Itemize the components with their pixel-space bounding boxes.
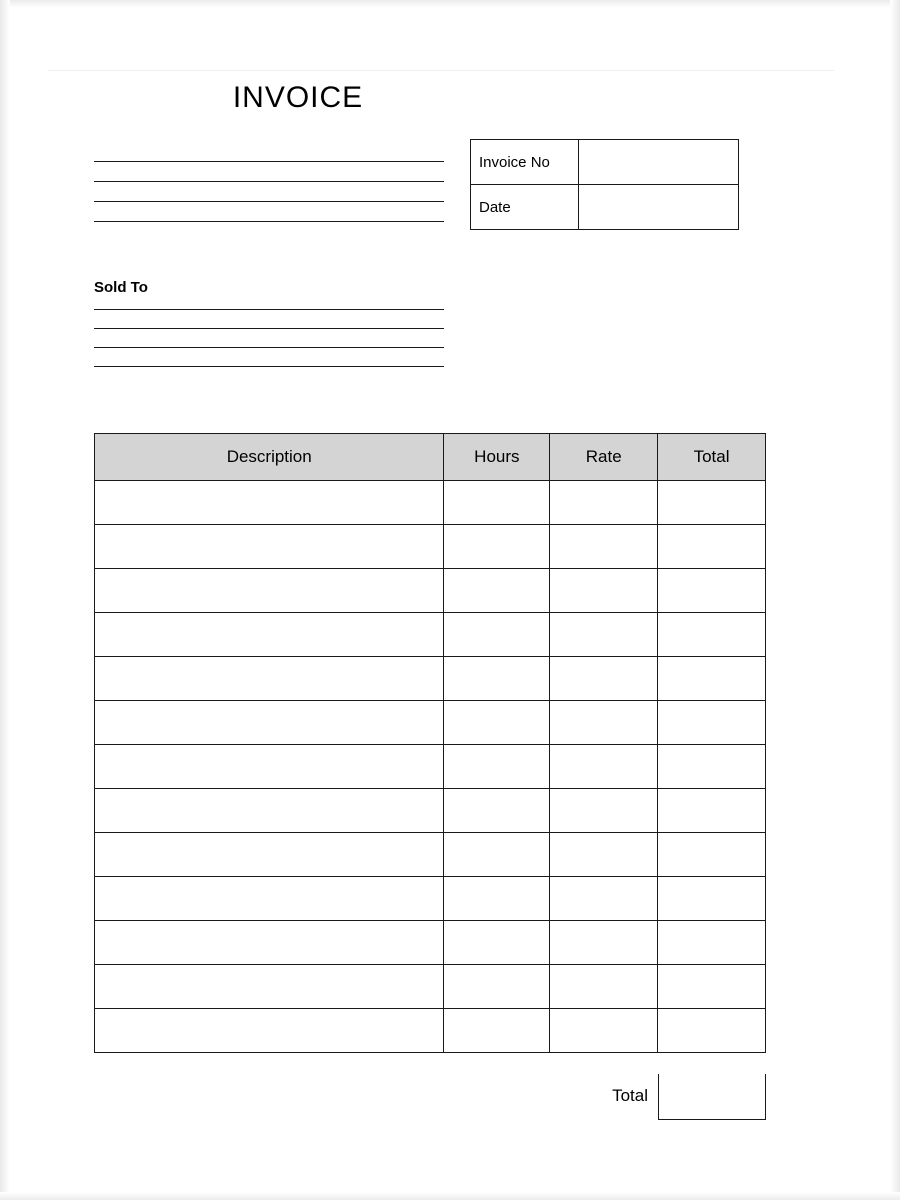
cell-description[interactable] bbox=[95, 569, 444, 613]
cell-rate[interactable] bbox=[550, 481, 658, 525]
invoice-no-field[interactable] bbox=[579, 140, 739, 185]
table-row bbox=[471, 140, 739, 185]
cell-rate[interactable] bbox=[550, 1009, 658, 1053]
invoice-no-label: Invoice No bbox=[471, 140, 579, 185]
table-row bbox=[95, 1009, 766, 1053]
cell-total[interactable] bbox=[658, 833, 766, 877]
table-row bbox=[471, 185, 739, 230]
date-label: Date bbox=[471, 185, 579, 230]
column-header-total: Total bbox=[658, 434, 766, 481]
sold-to-address-line-1[interactable] bbox=[94, 309, 444, 310]
page-edge-shadow-top bbox=[0, 0, 900, 8]
cell-description[interactable] bbox=[95, 657, 444, 701]
cell-hours[interactable] bbox=[444, 877, 550, 921]
grand-total-label: Total bbox=[612, 1086, 648, 1105]
grand-total-row bbox=[94, 1074, 766, 1120]
sold-to-address-line-3[interactable] bbox=[94, 347, 444, 348]
page-edge-shadow-left bbox=[0, 0, 10, 1200]
cell-description[interactable] bbox=[95, 745, 444, 789]
cell-total[interactable] bbox=[658, 657, 766, 701]
cell-description[interactable] bbox=[95, 921, 444, 965]
page-edge-shadow-bottom bbox=[0, 1192, 900, 1200]
cell-hours[interactable] bbox=[444, 701, 550, 745]
cell-description[interactable] bbox=[95, 965, 444, 1009]
cell-description[interactable] bbox=[95, 701, 444, 745]
cell-rate[interactable] bbox=[550, 569, 658, 613]
invoice-meta-table bbox=[470, 139, 739, 230]
cell-total[interactable] bbox=[658, 1009, 766, 1053]
cell-total[interactable] bbox=[658, 481, 766, 525]
table-row bbox=[95, 877, 766, 921]
page-title: INVOICE bbox=[232, 81, 364, 114]
cell-hours[interactable] bbox=[444, 525, 550, 569]
cell-rate[interactable] bbox=[550, 745, 658, 789]
table-row bbox=[95, 657, 766, 701]
cell-description[interactable] bbox=[95, 833, 444, 877]
sender-address-lines bbox=[94, 161, 444, 222]
cell-description[interactable] bbox=[95, 789, 444, 833]
cell-hours[interactable] bbox=[444, 921, 550, 965]
cell-total[interactable] bbox=[658, 701, 766, 745]
cell-total[interactable] bbox=[658, 921, 766, 965]
cell-hours[interactable] bbox=[444, 657, 550, 701]
table-row bbox=[95, 701, 766, 745]
cell-description[interactable] bbox=[95, 481, 444, 525]
cell-description[interactable] bbox=[95, 1009, 444, 1053]
cell-rate[interactable] bbox=[550, 657, 658, 701]
table-row bbox=[95, 921, 766, 965]
table-row bbox=[95, 569, 766, 613]
page-edge-shadow-right bbox=[890, 0, 900, 1200]
sender-address-line-3[interactable] bbox=[94, 201, 444, 202]
cell-description[interactable] bbox=[95, 613, 444, 657]
cell-rate[interactable] bbox=[550, 877, 658, 921]
table-header-row bbox=[95, 434, 766, 481]
table-row bbox=[95, 789, 766, 833]
cell-rate[interactable] bbox=[550, 965, 658, 1009]
cell-total[interactable] bbox=[658, 525, 766, 569]
cell-hours[interactable] bbox=[444, 833, 550, 877]
cell-description[interactable] bbox=[95, 877, 444, 921]
cell-rate[interactable] bbox=[550, 525, 658, 569]
cell-rate[interactable] bbox=[550, 701, 658, 745]
line-items-table bbox=[94, 433, 766, 1053]
sender-address-line-2[interactable] bbox=[94, 181, 444, 182]
cell-hours[interactable] bbox=[444, 745, 550, 789]
cell-total[interactable] bbox=[658, 877, 766, 921]
sold-to-address-lines bbox=[94, 309, 444, 385]
cell-hours[interactable] bbox=[444, 613, 550, 657]
table-row bbox=[95, 613, 766, 657]
cell-rate[interactable] bbox=[550, 833, 658, 877]
cell-hours[interactable] bbox=[444, 569, 550, 613]
table-row bbox=[95, 481, 766, 525]
cell-rate[interactable] bbox=[550, 921, 658, 965]
cell-total[interactable] bbox=[658, 613, 766, 657]
sold-to-address-line-4[interactable] bbox=[94, 366, 444, 367]
cell-rate[interactable] bbox=[550, 789, 658, 833]
cell-hours[interactable] bbox=[444, 481, 550, 525]
table-row bbox=[95, 525, 766, 569]
column-header-description: Description bbox=[95, 434, 444, 481]
table-row bbox=[95, 833, 766, 877]
date-field[interactable] bbox=[579, 185, 739, 230]
invoice-sheet bbox=[48, 70, 834, 1140]
cell-total[interactable] bbox=[658, 745, 766, 789]
cell-rate[interactable] bbox=[550, 613, 658, 657]
column-header-rate: Rate bbox=[550, 434, 658, 481]
sold-to-label: Sold To bbox=[94, 279, 148, 296]
cell-hours[interactable] bbox=[444, 965, 550, 1009]
sold-to-address-line-2[interactable] bbox=[94, 328, 444, 329]
table-row bbox=[95, 745, 766, 789]
cell-hours[interactable] bbox=[444, 1009, 550, 1053]
grand-total-field[interactable] bbox=[658, 1074, 766, 1120]
cell-hours[interactable] bbox=[444, 789, 550, 833]
column-header-hours: Hours bbox=[444, 434, 550, 481]
cell-total[interactable] bbox=[658, 569, 766, 613]
table-row bbox=[95, 965, 766, 1009]
cell-total[interactable] bbox=[658, 965, 766, 1009]
sender-address-line-1[interactable] bbox=[94, 161, 444, 162]
cell-description[interactable] bbox=[95, 525, 444, 569]
sender-address-line-4[interactable] bbox=[94, 221, 444, 222]
cell-total[interactable] bbox=[658, 789, 766, 833]
